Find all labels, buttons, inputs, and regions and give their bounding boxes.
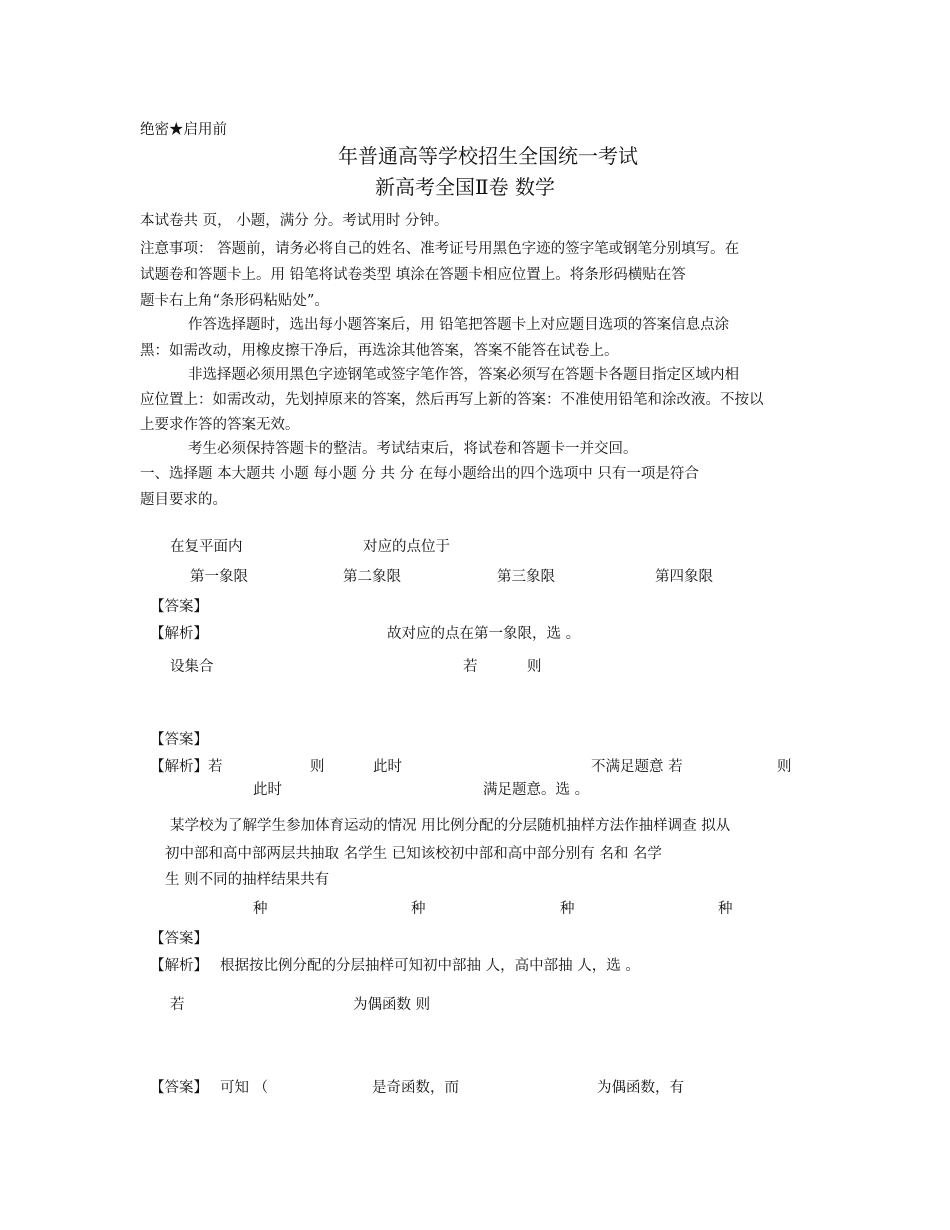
confidential-label: 绝密★启用前	[140, 122, 227, 138]
exam-subtitle: 新高考全国Ⅱ卷 数学	[375, 175, 555, 199]
q3-analysis-label: 【解析】	[150, 958, 208, 974]
exam-title: 年普通高等学校招生全国统一考试	[338, 144, 638, 168]
notes-line-1: 注意事项： 答题前，请务必将自己的姓名、准考证号用黑色字迹的签字笔或钢笔分别填写。在	[140, 241, 740, 257]
q2-analysis-a4: 则	[777, 759, 792, 775]
q2-analysis-a5: 此时	[253, 782, 282, 798]
q4-answer-text-c: 为偶函数，有	[597, 1080, 684, 1096]
q3-analysis-text: 根据按比例分配的分层抽样可知初中部抽 人，高中部抽 人，选 。	[220, 958, 640, 974]
intro-line: 本试卷共 页， 小题，满分 分。考试用时 分钟。	[140, 213, 449, 229]
q3-answer-label: 【答案】	[150, 931, 208, 947]
notes-line-4: 作答选择题时，选出每小题答案后，用 铅笔把答题卡上对应题目选项的答案信息点涂	[188, 317, 730, 333]
q2-analysis-a2: 此时	[373, 759, 402, 775]
section-heading: 一、选择题 本大题共 小题 每小题 分 共 分 在每小题给出的四个选项中 只有一项是符合	[140, 466, 699, 482]
q1-option-b: 第二象限	[343, 569, 401, 585]
notes-line-9: 考生必须保持答题卡的整洁。考试结束后，将试卷和答题卡一并交回。	[188, 441, 638, 457]
notes-line-5: 黑：如需改动，用橡皮擦干净后，再选涂其他答案，答案不能答在试卷上。	[140, 343, 619, 359]
q1-stem-b: 对应的点位于	[363, 539, 450, 555]
q3-option-b: 种	[411, 901, 426, 917]
q2-analysis-label: 【解析】若	[150, 759, 223, 775]
notes-line-3: 题卡右上角“条形码粘贴处”。	[140, 293, 329, 309]
q4-stem-b: 为偶函数 则	[353, 997, 431, 1013]
q2-stem-a: 设集合	[170, 659, 214, 675]
q4-stem-a: 若	[170, 997, 185, 1013]
q4-answer-text-b: 是奇函数，而	[372, 1080, 459, 1096]
notes-line-7: 应位置上：如需改动，先划掉原来的答案，然后再写上新的答案：不准使用铅笔和涂改液。不按以	[140, 392, 764, 408]
q1-option-a: 第一象限	[190, 569, 248, 585]
notes-line-2: 试题卷和答题卡上。用 铅笔将试卷类型 填涂在答题卡相应位置上。将条形码横贴在答	[140, 267, 686, 283]
q2-analysis-a1: 则	[310, 759, 325, 775]
q3-stem-line-2: 初中部和高中部两层共抽取 名学生 已知该校初中部和高中部分别有 名和 名学	[165, 846, 662, 862]
q2-analysis-a6: 满足题意。选 。	[483, 782, 590, 798]
q1-analysis-text: 故对应的点在第一象限，选 。	[387, 626, 581, 642]
q1-stem-a: 在复平面内	[170, 539, 243, 555]
q2-answer-label: 【答案】	[150, 732, 208, 748]
q3-option-d: 种	[718, 901, 733, 917]
q1-analysis-label: 【解析】	[150, 626, 208, 642]
section-heading-cont: 题目要求的。	[140, 492, 227, 508]
q2-stem-b: 若	[463, 659, 478, 675]
q3-stem-line-3: 生 则不同的抽样结果共有	[165, 872, 330, 888]
q4-answer-text-a: 可知 （	[220, 1080, 269, 1096]
q2-analysis-a3: 不满足题意 若	[591, 759, 683, 775]
q4-answer-label: 【答案】	[150, 1080, 208, 1096]
q3-option-a: 种	[253, 901, 268, 917]
notes-line-6: 非选择题必须用黑色字迹钢笔或签字笔作答，答案必须写在答题卡各题目指定区域内相	[188, 367, 739, 383]
q3-option-c: 种	[560, 901, 575, 917]
q1-option-c: 第三象限	[497, 569, 555, 585]
notes-line-8: 上要求作答的答案无效。	[140, 417, 300, 433]
q1-answer-label: 【答案】	[150, 599, 208, 615]
q1-option-d: 第四象限	[655, 569, 713, 585]
q3-stem-line-1: 某学校为了解学生参加体育运动的情况 用比例分配的分层随机抽样方法作抽样调查 拟从	[170, 818, 731, 834]
q2-stem-c: 则	[527, 659, 542, 675]
